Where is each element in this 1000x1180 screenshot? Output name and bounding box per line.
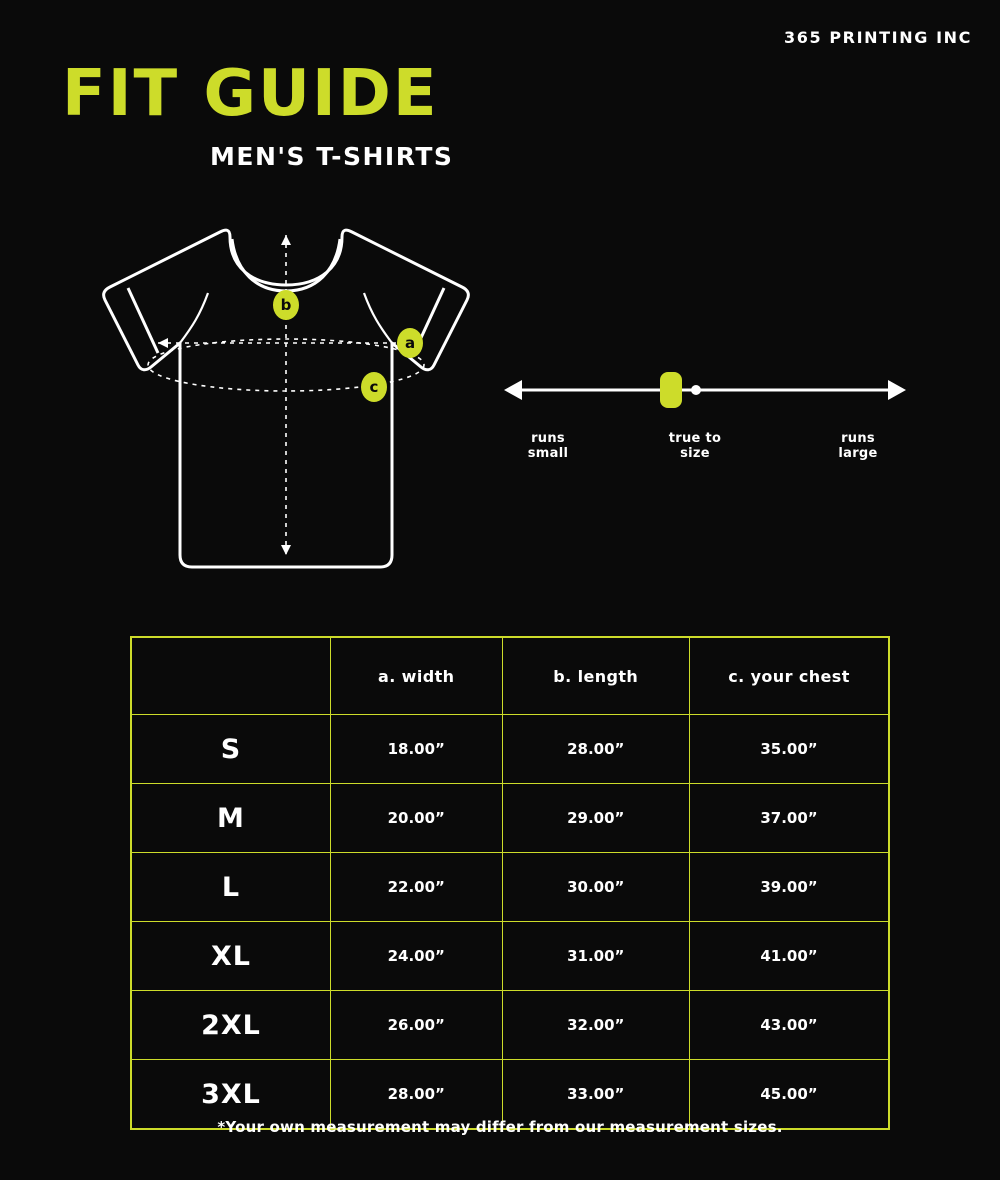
cell-width: 24.00” [330,922,502,991]
label-c-text: c [369,378,379,396]
cell-length: 32.00” [502,991,690,1060]
table-row [131,853,889,922]
cell-chest: 35.00” [690,715,889,784]
cell-chest: 43.00” [690,991,889,1060]
cell-width: 18.00” [330,715,502,784]
fit-scale-label-runs-small: runs small [527,431,569,461]
page-title: FIT GUIDE [62,57,439,131]
footnote: *Your own measurement may differ from our measurement sizes. [217,1118,783,1136]
page-subtitle: MEN'S T-SHIRTS [210,142,454,171]
cell-size: 2XL [131,991,330,1060]
brand-name: 365 PRINTING INC [783,28,972,47]
cell-size: 3XL [131,1060,330,1130]
label-a-text: a [404,334,416,352]
cell-length: 33.00” [502,1060,690,1130]
cell-size: M [131,784,330,853]
cell-chest: 39.00” [690,853,889,922]
fit-scale-label-runs-large: runs large [838,431,878,461]
fit-marker-dot [691,385,701,395]
cell-length: 30.00” [502,853,690,922]
table-row [131,991,889,1060]
cell-size: XL [131,922,330,991]
fit-scale-label-true-to-size: true to size [668,431,722,461]
header-length: b. length [502,637,690,715]
size-chart-table [130,636,890,1130]
header-width: a. width [330,637,502,715]
fit-marker [660,372,682,408]
label-b-text: b [280,296,292,314]
header-chest: c. your chest [690,637,889,715]
cell-chest: 45.00” [690,1060,889,1130]
cell-width: 26.00” [330,991,502,1060]
cell-length: 28.00” [502,715,690,784]
cell-width: 20.00” [330,784,502,853]
table-header-row [131,637,889,715]
cell-width: 22.00” [330,853,502,922]
cell-size: S [131,715,330,784]
cell-size: L [131,853,330,922]
cell-length: 29.00” [502,784,690,853]
tshirt-diagram [80,215,500,595]
cell-length: 31.00” [502,922,690,991]
cell-chest: 37.00” [690,784,889,853]
table-row [131,922,889,991]
cell-chest: 41.00” [690,922,889,991]
fit-scale [500,350,930,480]
cell-width: 28.00” [330,1060,502,1130]
table-row [131,784,889,853]
header-size [131,637,330,715]
table-row [131,715,889,784]
